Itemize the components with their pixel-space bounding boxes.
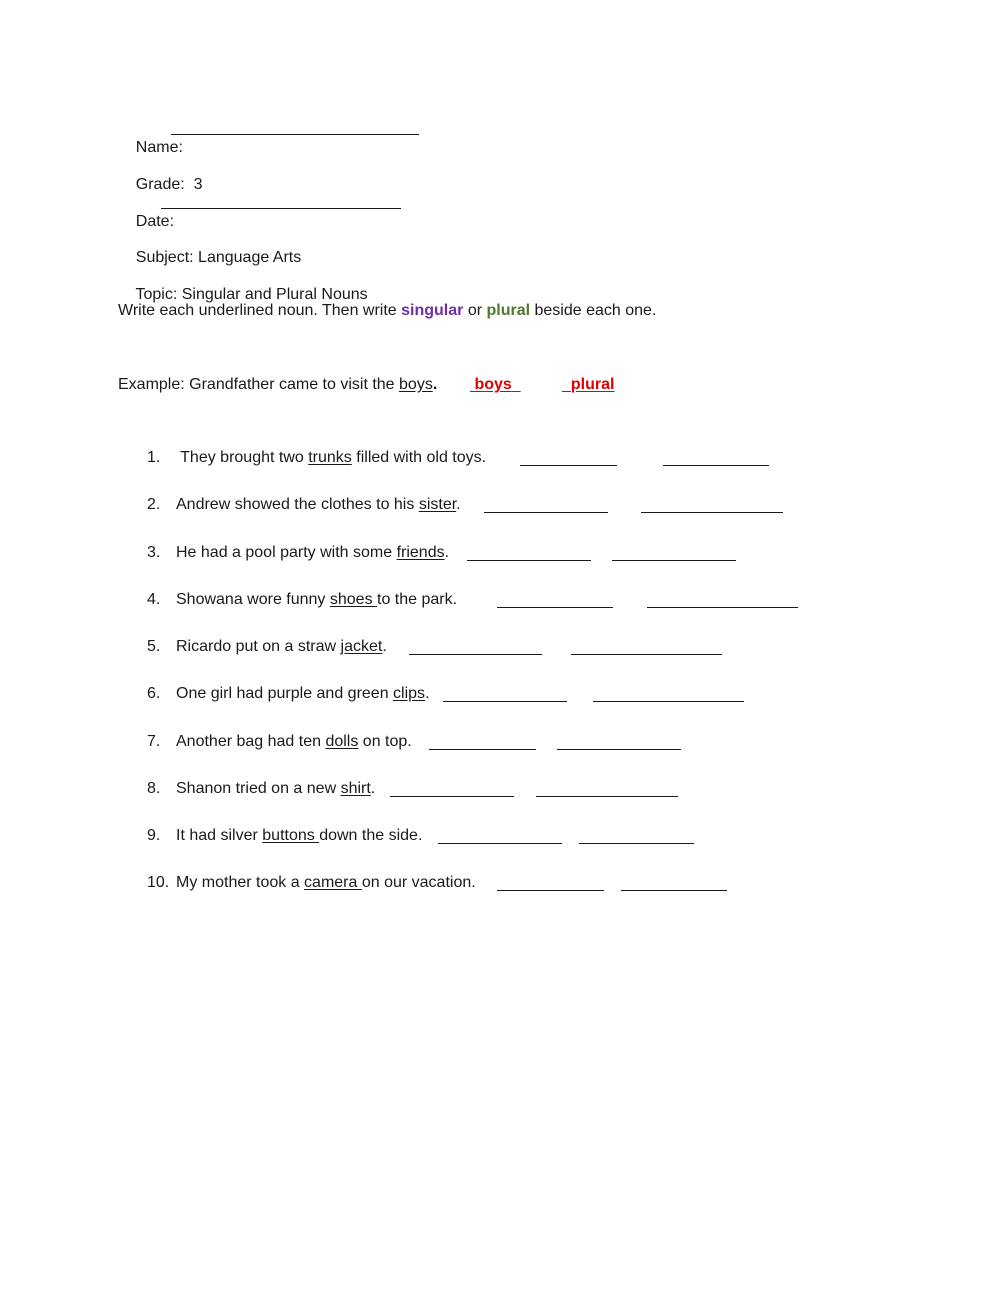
- noun-answer-blank[interactable]: [429, 749, 536, 750]
- subject-label: Subject:: [135, 249, 194, 266]
- underlined-noun: sister: [418, 496, 457, 513]
- grade-label: Grade:: [135, 176, 185, 193]
- grade-value: 3: [193, 176, 203, 193]
- type-answer-blank[interactable]: [647, 607, 798, 608]
- example-pre: Example: Grandfather came to visit the: [118, 376, 400, 393]
- topic-label: Topic:: [135, 286, 178, 303]
- subject-value: Language Arts: [198, 249, 302, 266]
- underlined-noun: friends: [396, 544, 445, 561]
- noun-answer-blank[interactable]: [497, 607, 613, 608]
- type-answer-blank[interactable]: [536, 796, 678, 797]
- question-text: He had a pool party with some friends.: [176, 544, 450, 561]
- example-sentence: [118, 375, 437, 395]
- question-number: 8.: [147, 780, 161, 797]
- instructions-mid: or: [463, 302, 487, 319]
- question-text: Andrew showed the clothes to his sister.: [176, 496, 461, 513]
- underlined-noun: shoes: [329, 591, 378, 608]
- question-text: Another bag had ten dolls on top.: [176, 733, 412, 750]
- question-number: 1.: [147, 449, 161, 466]
- example-noun: boys: [399, 376, 433, 393]
- date-blank[interactable]: [161, 208, 401, 209]
- question-text: My mother took a camera on our vacation.: [176, 874, 476, 891]
- underlined-noun: clips: [393, 685, 426, 702]
- type-answer-blank[interactable]: [641, 512, 783, 513]
- question-text: One girl had purple and green clips.: [176, 685, 430, 702]
- date-label: Date:: [135, 213, 175, 230]
- noun-answer-blank[interactable]: [443, 701, 567, 702]
- type-answer-blank[interactable]: [557, 749, 681, 750]
- question-number: 3.: [147, 544, 161, 561]
- question-text: Ricardo put on a straw jacket.: [176, 638, 387, 655]
- type-answer-blank[interactable]: [663, 465, 769, 466]
- question-number: 6.: [147, 685, 161, 702]
- noun-answer-blank[interactable]: [467, 560, 591, 561]
- question-number: 7.: [147, 733, 161, 750]
- topic-value: Singular and Plural Nouns: [181, 286, 368, 303]
- instructions: [118, 301, 656, 321]
- question-number: 2.: [147, 496, 161, 513]
- question-text: Showana wore funny shoes to the park.: [176, 591, 458, 608]
- question-number: 5.: [147, 638, 161, 655]
- underlined-noun: shirt: [340, 780, 371, 797]
- instructions-pre: Write each underlined noun. Then write: [118, 302, 402, 319]
- example-answer-noun: boys: [474, 376, 512, 393]
- underlined-noun: buttons: [262, 827, 320, 844]
- question-text: Shanon tried on a new shirt.: [176, 780, 376, 797]
- question-text: It had silver buttons down the side.: [176, 827, 423, 844]
- question-text: They brought two trunks filled with old toys.: [176, 449, 487, 466]
- question-number: 4.: [147, 591, 161, 608]
- instructions-singular: singular: [401, 302, 464, 319]
- example-post: .: [432, 376, 438, 393]
- underlined-noun: camera: [304, 874, 362, 891]
- underlined-noun: dolls: [325, 733, 359, 750]
- instructions-plural: plural: [486, 302, 531, 319]
- type-answer-blank[interactable]: [571, 654, 722, 655]
- type-answer-blank[interactable]: [593, 701, 744, 702]
- noun-answer-blank[interactable]: [497, 890, 604, 891]
- type-answer-blank[interactable]: [621, 890, 727, 891]
- underlined-noun: trunks: [308, 449, 352, 466]
- noun-answer-blank[interactable]: [438, 843, 562, 844]
- noun-answer-blank[interactable]: [409, 654, 542, 655]
- noun-answer-blank[interactable]: [390, 796, 514, 797]
- noun-answer-blank[interactable]: [484, 512, 608, 513]
- underlined-noun: jacket: [340, 638, 383, 655]
- type-answer-blank[interactable]: [612, 560, 736, 561]
- question-number: 10.: [147, 874, 170, 891]
- name-label: Name:: [135, 139, 183, 156]
- instructions-post: beside each one.: [530, 302, 657, 319]
- question-number: 9.: [147, 827, 161, 844]
- noun-answer-blank[interactable]: [520, 465, 617, 466]
- name-blank[interactable]: [171, 134, 419, 135]
- example-answer-type: plural: [570, 376, 615, 393]
- type-answer-blank[interactable]: [579, 843, 694, 844]
